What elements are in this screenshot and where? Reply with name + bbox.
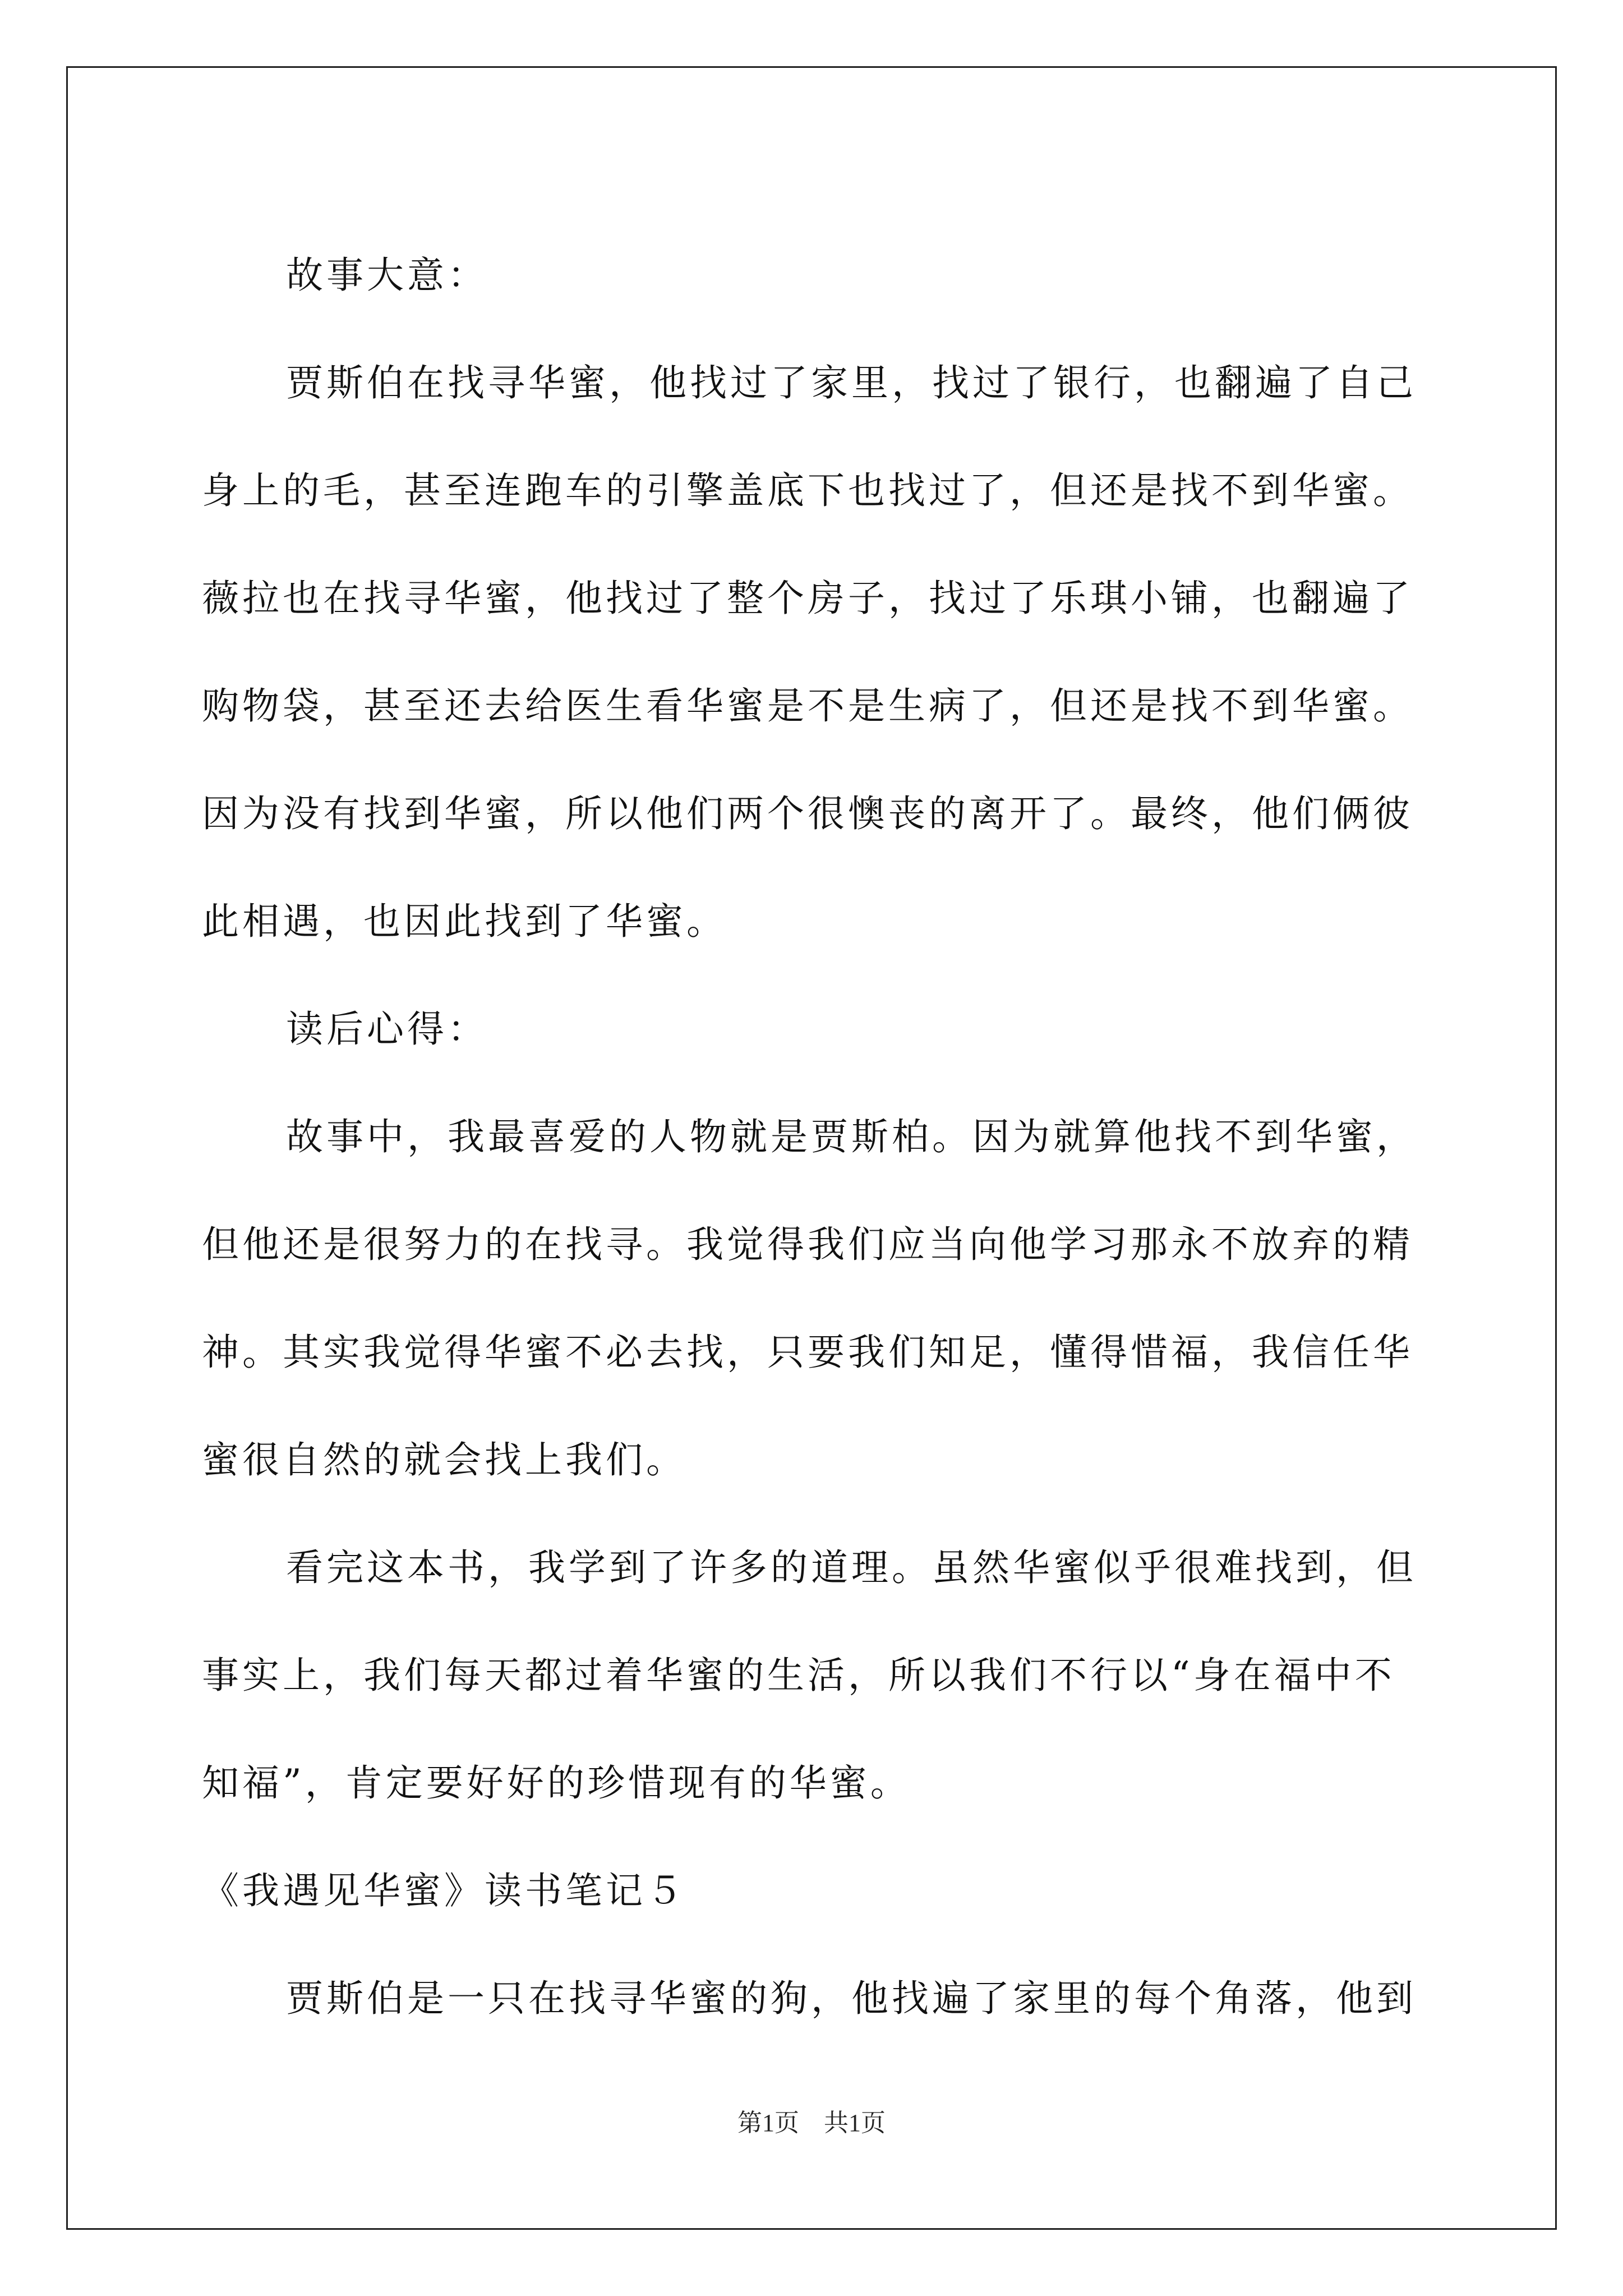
page-footer: 第1页 共1页 [737,2109,886,2137]
s2-para2-line: 知福”，肯定要好好的珍惜现有的华蜜。 [202,1761,911,1805]
s3-para1-line: 贾斯伯是一只在找寻华蜜的狗，他找遍了家里的每个角落，他到 [286,1977,1417,2020]
s1-para1-line: 此相遇，也因此找到了华蜜。 [202,900,727,943]
s2-para2-line: 看完这本书，我学到了许多的道理。虽然华蜜似乎很难找到，但 [286,1546,1417,1589]
s1-para1-line: 购物袋，甚至还去给医生看华蜜是不是生病了，但还是找不到华蜜。 [202,684,1413,728]
s1-heading-line: 故事大意： [286,254,488,297]
s2-heading-line: 读后心得： [286,1007,488,1051]
document-body [202,222,1433,2053]
s1-para1-line: 薇拉也在找寻华蜜，他找过了整个房子，找过了乐琪小铺，也翻遍了 [202,577,1413,620]
s2-para1-line: 但他还是很努力的在找寻。我觉得我们应当向他学习那永不放弃的精 [202,1223,1413,1266]
s1-para1-line: 贾斯伯在找寻华蜜，他找过了家里，找过了银行，也翻遍了自己 [286,361,1417,404]
s2-para1-line: 故事中，我最喜爱的人物就是贾斯柏。因为就算他找不到华蜜， [286,1115,1417,1158]
s2-para1-line: 蜜很自然的就会找上我们。 [202,1438,686,1481]
s2-para1-line: 神。其实我觉得华蜜不必去找，只要我们知足，懂得惜福，我信任华 [202,1331,1413,1374]
s1-para1-line: 身上的毛，甚至连跑车的引擎盖底下也找过了，但还是找不到华蜜。 [202,469,1413,512]
s3-title-line: 《我遇见华蜜》读书笔记５ [202,1869,686,1912]
s2-para2-line: 事实上，我们每天都过着华蜜的生活，所以我们不行以“身在福中不 [202,1654,1395,1697]
s1-para1-line: 因为没有找到华蜜，所以他们两个很懊丧的离开了。最终，他们俩彼 [202,792,1413,835]
